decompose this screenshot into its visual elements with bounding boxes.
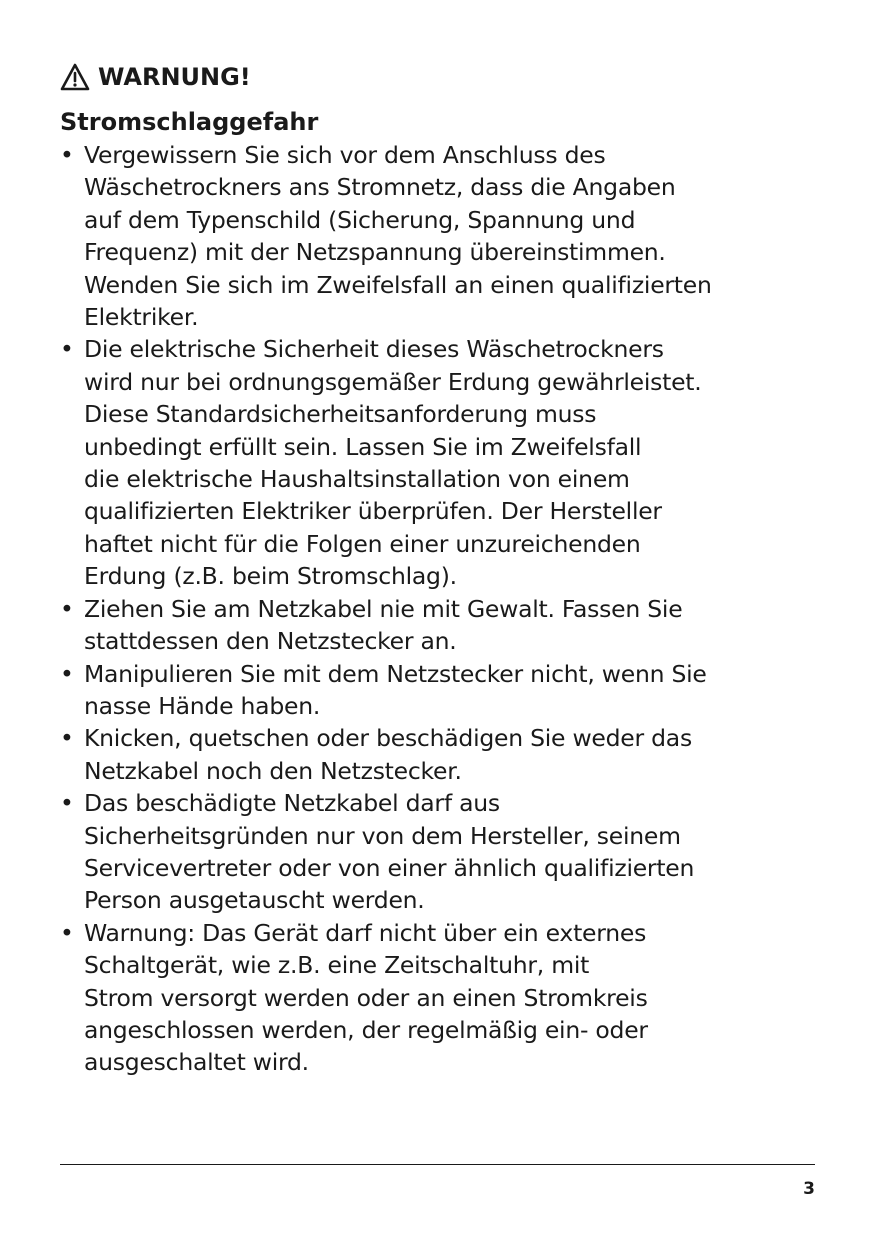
list-item-line: • Knicken, quetschen oder beschädigen Sie weder das [84,724,692,753]
list-item-line: Wenden Sie sich im Zweifelsfall an einen qualifizierten [84,270,712,299]
list-item-line: auf dem Typenschild (Sicherung, Spannung und [84,205,636,234]
list-item-line: stattdessen den Netzstecker an. [84,627,457,656]
list-item-line: nasse Hände haben. [84,691,321,720]
list-item-line: Diese Standardsicherheitsanforderung muss [84,400,597,429]
list-item-line: • Ziehen Sie am Netzkabel nie mit Gewalt. Fassen Sie [84,594,683,623]
safety-bullet-list [60,139,820,1079]
list-item-line: Frequenz) mit der Netzspannung übereinstimmen. [84,238,666,267]
list-item-line: Erdung (z.B. beim Stromschlag). [84,562,457,591]
list-item [60,917,820,1079]
list-item-line: • Warnung: Das Gerät darf nicht über ein externes [84,918,647,947]
list-item-line: Person ausgetauscht werden. [84,886,425,915]
warning-label: WARNUNG! [98,63,251,91]
list-item-line: Sicherheitsgründen nur von dem Hersteller, seinem [84,821,681,850]
section-title: Stromschlaggefahr [60,108,319,136]
warning-heading [60,60,251,94]
list-item-line: • Vergewissern Sie sich vor dem Anschluss des [84,141,606,169]
list-item [60,658,820,723]
list-item [60,593,820,658]
list-item-line: Wäschetrockners ans Stromnetz, dass die Angaben [84,173,676,202]
list-item-line: wird nur bei ordnungsgemäßer Erdung gewährleistet. [84,367,702,396]
list-item [60,139,820,333]
list-item-line: Elektriker. [84,303,199,332]
list-item-line: haftet nicht für die Folgen einer unzureichenden [84,529,641,558]
list-item-line: • Das beschädigte Netzkabel darf aus [84,789,500,818]
list-item-line: ausgeschaltet wird. [84,1048,309,1077]
list-item-line: Servicevertreter oder von einer ähnlich qualifizierten [84,853,695,882]
list-item [60,333,820,592]
list-item-line: die elektrische Haushaltsinstallation von einem [84,465,630,494]
footer-divider [60,1164,815,1165]
list-item-line: unbedingt erfüllt sein. Lassen Sie im Zweifelsfall [84,432,642,461]
list-item-line: • Manipulieren Sie mit dem Netzstecker nicht, wenn Sie [84,659,707,688]
list-item-line: angeschlossen werden, der regelmäßig ein- oder [84,1015,648,1044]
list-item [60,722,820,787]
list-item-line: Netzkabel noch den Netzstecker. [84,756,462,785]
list-item [60,787,820,917]
warning-triangle-icon [60,63,90,91]
list-item-line: qualifizierten Elektriker überprüfen. Der Hersteller [84,497,662,526]
list-item-line: Schaltgerät, wie z.B. eine Zeitschaltuhr, mit [84,951,590,980]
page-number: 3 [803,1179,815,1199]
list-item-line: Strom versorgt werden oder an einen Stromkreis [84,983,648,1012]
list-item-line: • Die elektrische Sicherheit dieses Wäschetrockners [84,335,664,364]
